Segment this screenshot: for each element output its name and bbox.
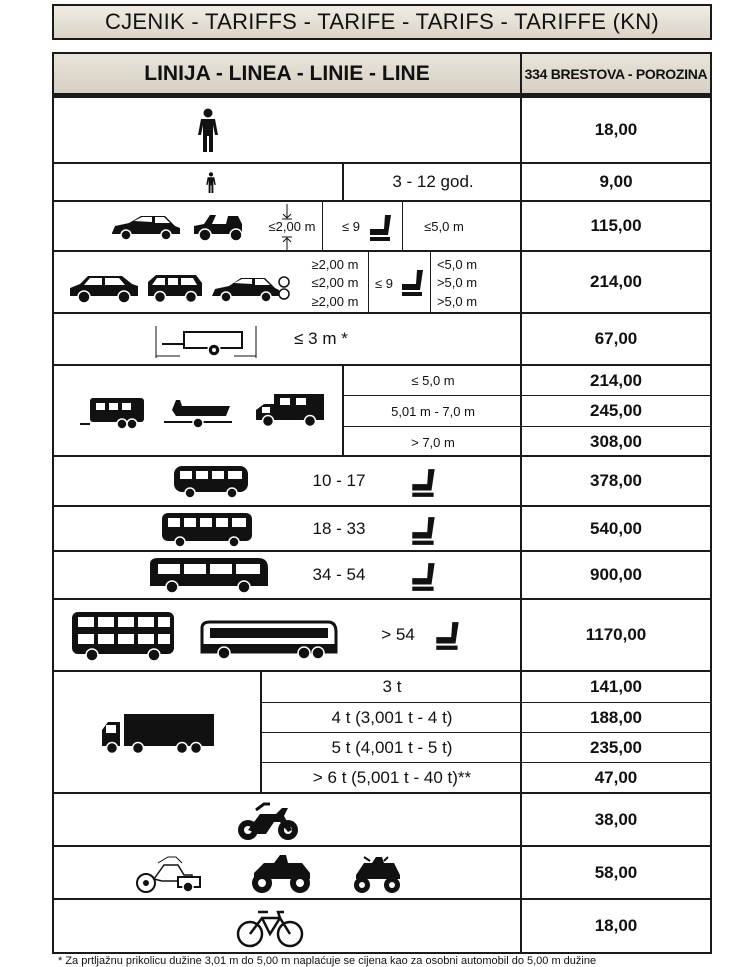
price-bus-xl: 1170,00 xyxy=(585,625,647,644)
car-large-length-1: <5,0 m xyxy=(436,256,478,272)
price-bicycle: 18,00 xyxy=(594,916,638,935)
car-large-height-3: ≥2,00 m xyxy=(311,293,359,309)
quad-bike-icon xyxy=(248,851,314,895)
price-car-small: 115,00 xyxy=(590,216,642,235)
route-label: 334 BRESTOVA - POROZINA xyxy=(524,65,708,82)
truck-weight-2: 4 t (3,001 t - 4 t) xyxy=(331,707,453,727)
price-bus-small: 378,00 xyxy=(590,471,642,490)
seat-icon xyxy=(410,467,438,499)
truck-weight-4: > 6 t (5,001 t - 40 t)** xyxy=(312,767,472,787)
price-car-large: 214,00 xyxy=(590,272,642,291)
bus-medium-seats-label: 18 - 33 xyxy=(312,518,366,538)
table-row xyxy=(52,457,712,507)
table-header xyxy=(52,52,712,98)
seat-icon xyxy=(368,213,394,243)
price-bus-medium: 540,00 xyxy=(590,518,642,538)
coach-icon xyxy=(148,556,270,596)
caravan-size-1: ≤ 5,0 m xyxy=(411,373,455,388)
table-row xyxy=(52,900,712,954)
page-title: CJENIK - TARIFFS - TARIFE - TARIFS - TARIFFE (KN) xyxy=(52,4,712,40)
price-caravan-2: 245,00 xyxy=(590,401,642,420)
bus-small-seats-label: 10 - 17 xyxy=(312,471,366,490)
table-row xyxy=(52,600,712,672)
boat-trailer-icon xyxy=(162,396,234,430)
price-truck-3: 235,00 xyxy=(590,737,642,757)
table-row xyxy=(52,552,712,600)
table-row xyxy=(52,252,712,314)
car-large-height-1: ≥2,00 m xyxy=(311,256,359,272)
car-large-length-3: >5,0 m xyxy=(436,293,478,309)
table-row xyxy=(52,507,712,552)
price-caravan-1: 214,00 xyxy=(590,370,642,390)
truck-weight-1: 3 t xyxy=(382,677,402,696)
price-child: 9,00 xyxy=(599,172,633,191)
truck-weight-3: 5 t (4,001 t - 5 t) xyxy=(331,737,453,757)
table-row xyxy=(52,847,712,900)
seat-icon xyxy=(410,515,438,547)
car-large-length-2: >5,0 m xyxy=(436,274,478,290)
atv-icon xyxy=(352,853,402,895)
bicycle-icon xyxy=(236,908,304,948)
suv-icon xyxy=(68,272,140,304)
child-person-icon xyxy=(204,172,218,194)
price-truck-4: 47,00 xyxy=(594,767,638,787)
trailer-icon xyxy=(154,322,258,362)
table-row xyxy=(52,202,712,252)
car-large-height-2: ≤2,00 m xyxy=(311,274,359,290)
seat-icon xyxy=(400,268,426,298)
table-row xyxy=(52,314,712,366)
truck-icon xyxy=(98,712,216,756)
table-row xyxy=(52,672,712,794)
camper-icon xyxy=(254,390,326,430)
bus-medium-icon xyxy=(160,511,254,549)
double-decker-bus-icon xyxy=(70,610,176,662)
price-quad: 58,00 xyxy=(594,862,638,882)
car-height-label: ≤2,00 m xyxy=(268,218,316,234)
car-with-bike-rack-icon xyxy=(210,272,292,304)
price-bus-large: 900,00 xyxy=(590,565,642,584)
caravan-icon xyxy=(78,394,148,430)
table-row xyxy=(52,164,712,202)
car-large-seats-label: ≤ 9 xyxy=(375,275,393,291)
minibus-icon xyxy=(172,464,250,500)
price-motorcycle: 38,00 xyxy=(594,809,638,829)
caravan-size-2: 5,01 m - 7,0 m xyxy=(391,403,475,419)
bus-large-seats-label: 34 - 54 xyxy=(312,565,366,584)
price-caravan-3: 308,00 xyxy=(590,432,642,451)
car-seats-label: ≤ 9 xyxy=(342,218,360,234)
motorcycle-icon xyxy=(234,800,302,842)
footnote: * Za prtljažnu prikolicu dužine 3,01 m do 5,00 m naplaćuje se cijena kao za osobni automobil do 5,00 m dužine xyxy=(58,955,597,967)
trike-with-trailer-icon xyxy=(134,853,204,895)
bus-xl-seats-label: > 54 xyxy=(381,625,415,644)
adult-person-icon xyxy=(196,108,220,154)
car-icon xyxy=(110,213,182,241)
van-icon xyxy=(146,272,204,304)
price-trailer: 67,00 xyxy=(594,329,638,348)
seat-icon xyxy=(410,561,438,593)
table-row xyxy=(52,794,712,847)
table-row xyxy=(52,98,712,164)
long-coach-icon xyxy=(200,620,338,662)
caravan-size-3: > 7,0 m xyxy=(411,434,455,450)
price-truck-1: 141,00 xyxy=(590,677,642,696)
car-length-label: ≤5,0 m xyxy=(424,218,464,234)
price-adult: 18,00 xyxy=(594,120,638,139)
trailer-length-label: ≤ 3 m * xyxy=(294,329,348,348)
line-label: LINIJA - LINEA - LINIE - LINE xyxy=(54,54,522,93)
seat-icon xyxy=(434,620,462,652)
table-row xyxy=(52,366,712,457)
child-age-label: 3 - 12 god. xyxy=(392,172,474,191)
price-truck-2: 188,00 xyxy=(590,707,642,727)
jeep-icon xyxy=(192,210,248,242)
